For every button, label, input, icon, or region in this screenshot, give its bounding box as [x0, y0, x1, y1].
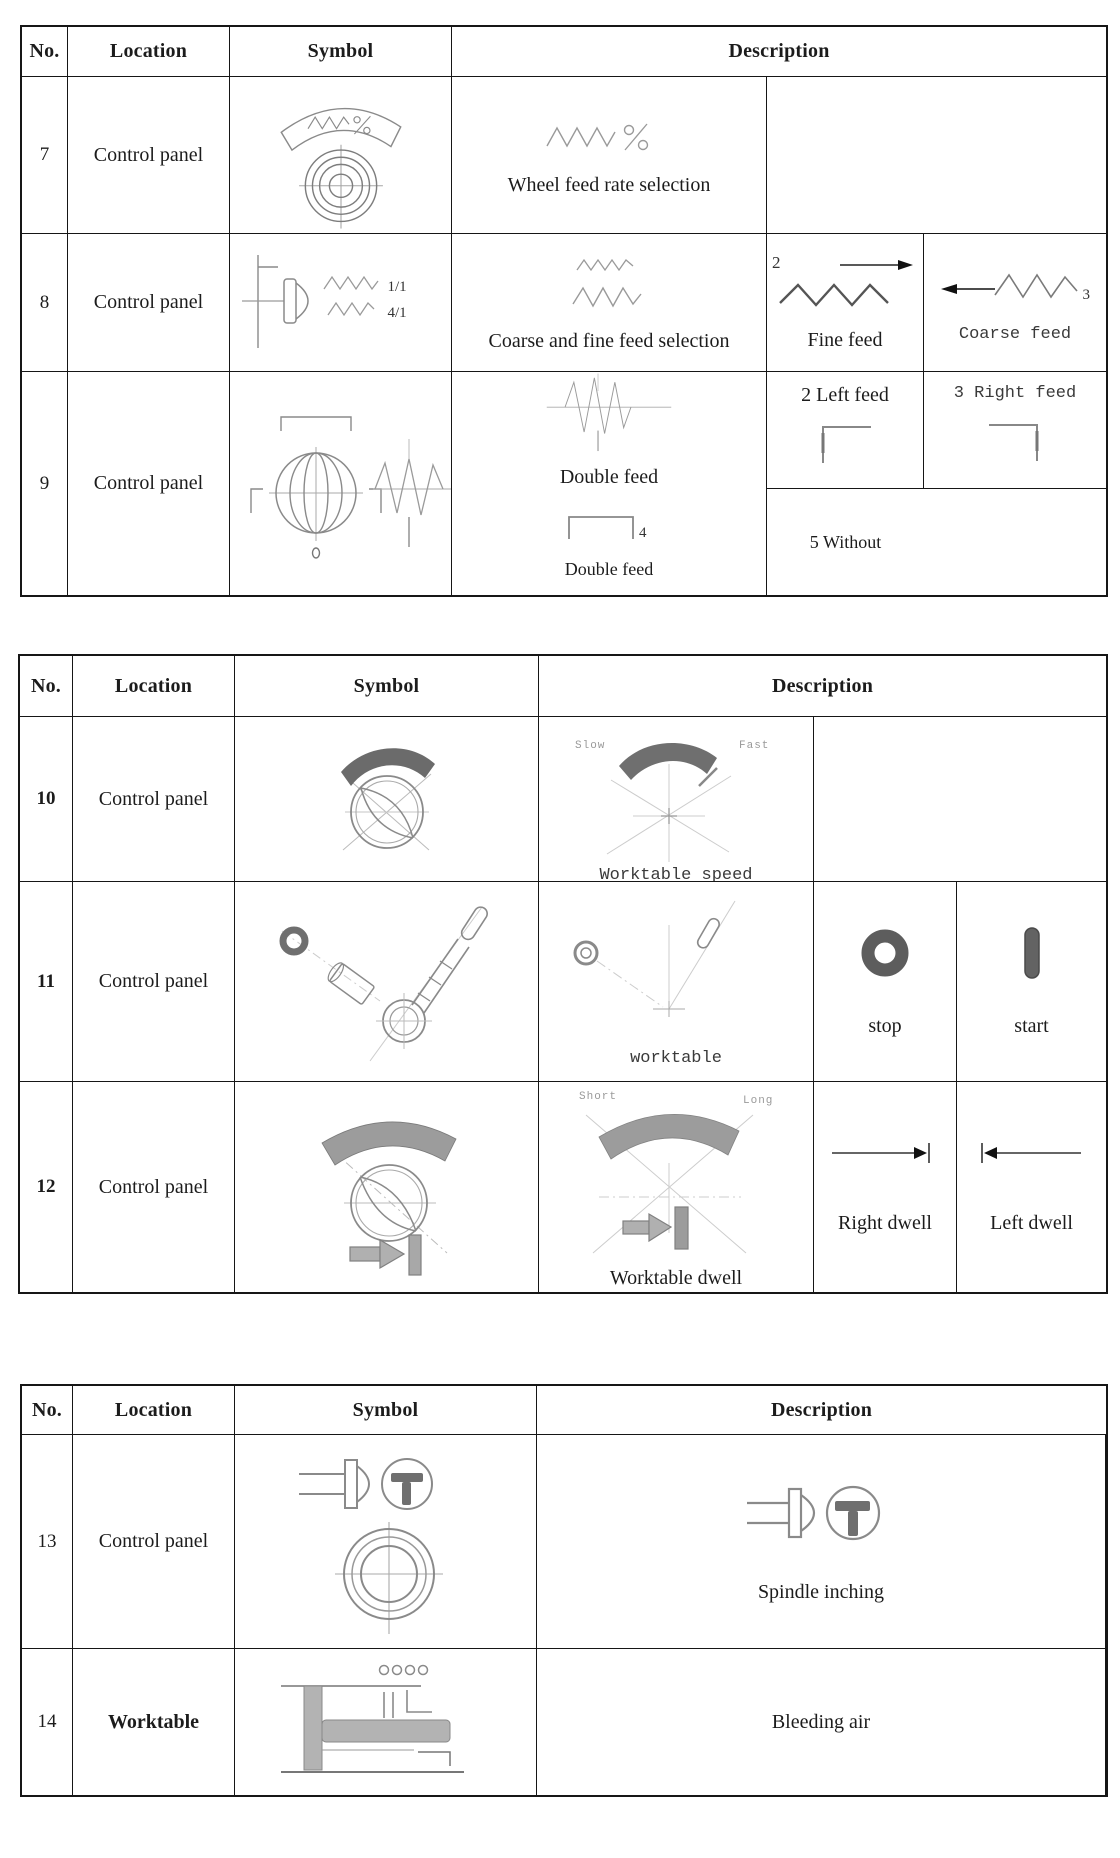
left-dwell-arrow-icon [973, 1140, 1091, 1166]
row8-number: 8 [39, 291, 50, 313]
double-feed-label: Double feed [564, 559, 654, 579]
row12-description-label: Worktable dwell [609, 1266, 743, 1289]
header-description-label: Description [728, 40, 830, 62]
row14-number: 14 [37, 1711, 57, 1732]
row13-no [22, 1435, 73, 1649]
fine-coarse-zigzag-icon [549, 252, 669, 314]
row9-symbol [230, 372, 452, 595]
spindle-symbols-table-3 [20, 1384, 1108, 1797]
row8-fine-feed-cell [767, 234, 924, 372]
row9-right-feed-cell [924, 372, 1106, 489]
row13-number: 13 [37, 1530, 57, 1552]
row9-location-label: Control panel [93, 472, 204, 494]
row13-location [73, 1435, 235, 1649]
row7-number: 7 [39, 144, 50, 165]
row7-description [452, 77, 767, 234]
row13-description-label: Spindle inching [757, 1581, 885, 1603]
row8-symbol [230, 234, 452, 372]
row12-number: 12 [36, 1176, 56, 1197]
row11-start-cell [957, 882, 1106, 1082]
row7-symbol [230, 77, 452, 234]
row11-description [539, 882, 814, 1082]
header-symbol-label: Symbol [307, 40, 374, 62]
without-label: 5 Without [809, 531, 882, 552]
row9-location [68, 372, 230, 595]
row9-left-feed-cell [767, 372, 924, 489]
row14-location-label: Worktable [107, 1710, 200, 1733]
header-location-label: Location [109, 40, 188, 62]
coarse-feed-number: 3 [1082, 287, 1090, 303]
header-no [22, 1386, 73, 1435]
row8-no [22, 234, 68, 372]
row11-number: 11 [37, 970, 55, 992]
long-label: Long [743, 1094, 774, 1107]
header-no [22, 27, 68, 77]
row10-description [539, 717, 814, 882]
header-location-label: Location [114, 674, 193, 697]
right-dwell-arrow-icon [826, 1140, 944, 1166]
header-location [73, 1386, 235, 1435]
stop-knob-icon [857, 925, 913, 981]
row13-description [537, 1435, 1106, 1649]
row12-left-dwell-cell [957, 1082, 1106, 1292]
row9-double-feed-cell [452, 489, 767, 595]
feed-symbols-table-1 [20, 25, 1108, 597]
row14-location [73, 1649, 235, 1795]
left-feed-corner-icon [813, 419, 877, 467]
stop-label: stop [868, 1015, 902, 1037]
feed-rate-percent-icon [539, 114, 679, 158]
row10-location-label: Control panel [98, 787, 209, 810]
start-label: start [1014, 1015, 1049, 1037]
row11-stop-cell [814, 882, 957, 1082]
header-description [452, 27, 1106, 77]
double-feed-zigzag-icon [519, 372, 699, 454]
row9-description [452, 372, 767, 489]
double-feed-number: 4 [639, 525, 647, 541]
left-feed-label: 2 Left feed [801, 384, 889, 406]
row11-no [20, 882, 73, 1082]
ratio-4-1: 4/1 [387, 304, 407, 321]
double-feed-knob-icon [230, 401, 452, 566]
header-no [20, 656, 73, 717]
row8-description [452, 234, 767, 372]
right-feed-label: 3 Right feed [953, 384, 1077, 403]
header-description-label: Description [771, 674, 874, 697]
right-feed-corner-icon [983, 417, 1047, 465]
row12-location-label: Control panel [98, 1175, 209, 1198]
row12-right-dwell-cell [814, 1082, 957, 1292]
row11-location-label: Control panel [98, 970, 209, 992]
header-description [537, 1386, 1106, 1435]
row8-description-label: Coarse and fine feed selection [488, 330, 730, 352]
worktable-dwell-dial-icon [541, 1085, 811, 1263]
row13-location-label: Control panel [98, 1530, 209, 1552]
fast-label: Fast [739, 739, 770, 752]
coarse-fine-knob-icon [236, 243, 446, 363]
wheel-feed-rate-knob-icon [246, 77, 436, 233]
row11-location [73, 882, 235, 1082]
row8-location [68, 234, 230, 372]
row12-location [73, 1082, 235, 1292]
header-symbol [235, 656, 539, 717]
header-symbol [235, 1386, 537, 1435]
row7-location [68, 77, 230, 234]
row10-empty-cell [814, 717, 1106, 882]
slow-label: Slow [575, 739, 606, 752]
row13-symbol [235, 1435, 537, 1649]
header-no-label: No. [30, 674, 62, 697]
row10-description-label: Worktable speed [599, 865, 753, 882]
worktable-speed-knob-icon [317, 732, 457, 867]
row10-location [73, 717, 235, 882]
spindle-inching-knob-icon [281, 1444, 491, 1640]
row12-symbol [235, 1082, 539, 1292]
fine-feed-arrow-icon [770, 253, 920, 315]
ratio-1-1: 1/1 [387, 278, 407, 295]
row8-coarse-feed-cell [924, 234, 1106, 372]
row10-no [20, 717, 73, 882]
row14-description-label: Bleeding air [771, 1710, 871, 1733]
row14-description [537, 1649, 1106, 1795]
header-description [539, 656, 1106, 717]
row9-without-cell [767, 489, 924, 595]
row10-number: 10 [36, 788, 56, 809]
left-dwell-label: Left dwell [990, 1211, 1073, 1234]
right-dwell-label: Right dwell [838, 1211, 932, 1234]
row11-description-label: worktable [630, 1049, 722, 1068]
row11-symbol [235, 882, 539, 1082]
fine-feed-label: Fine feed [807, 329, 883, 351]
header-location [73, 656, 235, 717]
row7-no [22, 77, 68, 234]
row14-symbol [235, 1649, 537, 1795]
header-symbol [230, 27, 452, 77]
short-label: Short [579, 1090, 618, 1103]
header-no-label: No. [31, 1398, 63, 1421]
row7-description-label: Wheel feed rate selection [507, 173, 711, 196]
row8-location-label: Control panel [93, 291, 204, 313]
row14-no [22, 1649, 73, 1795]
coarse-feed-label: Coarse feed [958, 325, 1072, 344]
worktable-dwell-knob-icon [292, 1095, 482, 1280]
row7-location-label: Control panel [93, 143, 204, 166]
worktable-positions-icon [551, 895, 801, 1035]
header-location [68, 27, 230, 77]
header-symbol-label: Symbol [353, 674, 420, 697]
row12-no [20, 1082, 73, 1292]
bleeding-air-diagram-icon [266, 1660, 506, 1785]
header-symbol-label: Symbol [352, 1398, 419, 1421]
header-description-label: Description [770, 1398, 873, 1421]
row9-description-label: Double feed [559, 466, 659, 488]
header-no-label: No. [29, 40, 60, 62]
row9-no [22, 372, 68, 595]
row12-description [539, 1082, 814, 1292]
worktable-symbols-table-2 [18, 654, 1108, 1294]
coarse-feed-arrow-icon [933, 261, 1098, 311]
start-knob-icon [1018, 925, 1046, 981]
fine-feed-number: 2 [772, 253, 781, 272]
row7-empty-cell [767, 77, 1106, 234]
spindle-inching-icon [741, 1479, 901, 1555]
row10-symbol [235, 717, 539, 882]
row9-number: 9 [39, 472, 50, 494]
header-location-label: Location [114, 1398, 193, 1421]
worktable-lever-icon [252, 889, 522, 1074]
